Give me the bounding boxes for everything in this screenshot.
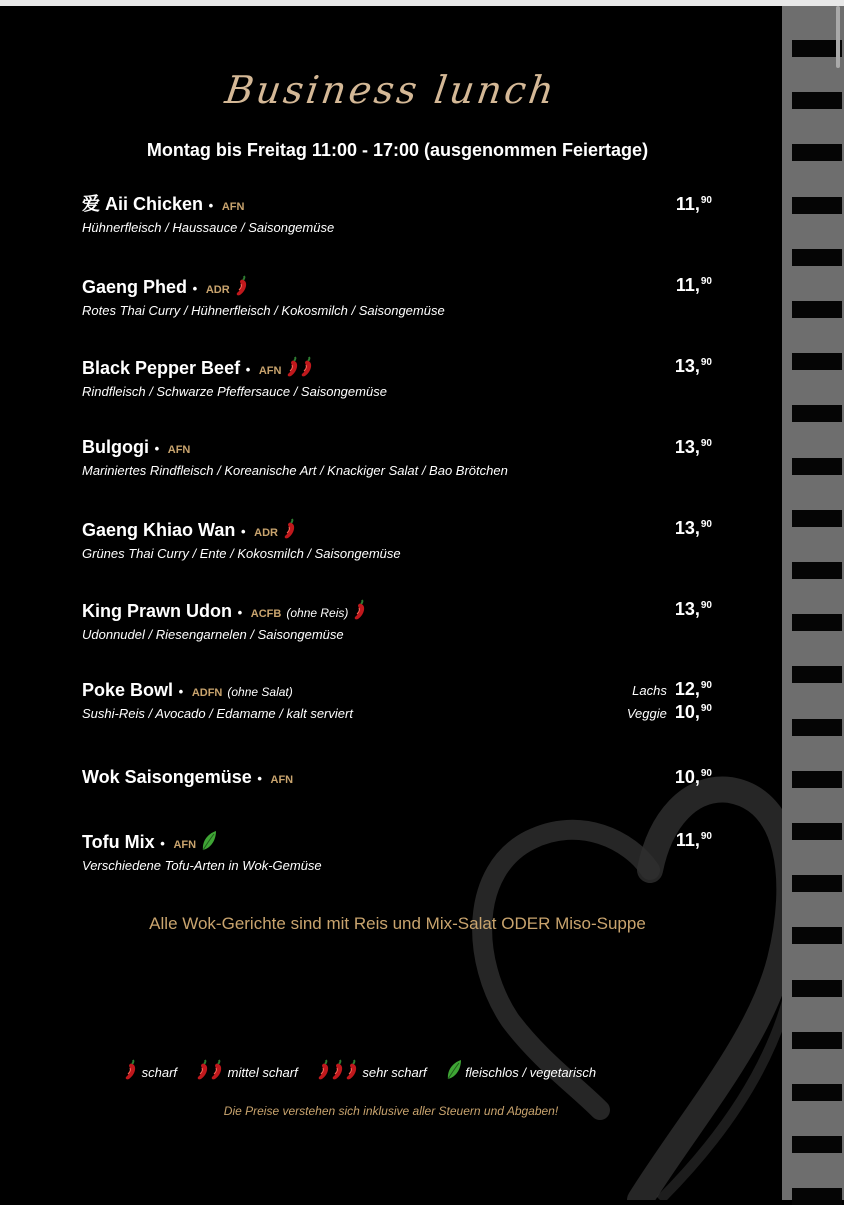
item-name: Black Pepper Beef <box>82 358 241 378</box>
item-name-row: Poke Bowl • ADFN (ohne Salat) <box>82 680 293 700</box>
item-description: Grünes Thai Curry / Ente / Kokosmilch / Saisongemüse <box>82 546 401 561</box>
item-note: (ohne Salat) <box>227 685 293 699</box>
item-price: 13,90 <box>674 599 712 619</box>
film-strip-hole <box>792 405 842 422</box>
price-variant <box>627 702 712 723</box>
variant-price: 10,90 <box>674 702 712 722</box>
menu-item <box>82 437 712 478</box>
allergen-code: ADFN <box>191 687 223 699</box>
menu-item <box>82 680 712 721</box>
film-strip-hole <box>792 875 842 892</box>
item-description: Hühnerfleisch / Haussauce / Saisongemüse <box>82 220 335 235</box>
item-name: Aii Chicken <box>105 194 204 214</box>
item-description: Verschiedene Tofu-Arten in Wok-Gemüse <box>82 858 322 873</box>
item-name: Wok Saisongemüse <box>82 767 252 787</box>
chili-icon <box>124 1059 138 1081</box>
menu-item <box>82 830 712 873</box>
film-strip-hole <box>792 1032 842 1049</box>
film-strip-hole <box>792 92 842 109</box>
item-description: Mariniertes Rindfleisch / Koreanische Art / Knackiger Salat / Bao Brötchen <box>82 463 508 478</box>
item-name-row: Black Pepper Beef • AFN <box>82 356 712 381</box>
leaf-icon <box>446 1059 462 1081</box>
item-description: Sushi-Reis / Avocado / Edamame / kalt serviert <box>82 706 353 721</box>
chili-icon <box>235 275 249 297</box>
variant-label: Lachs <box>632 683 667 698</box>
item-description: Rotes Thai Curry / Hühnerfleisch / Kokosmilch / Saisongemüse <box>82 303 445 318</box>
allergen-code: ADR <box>254 527 278 539</box>
item-price: 13,90 <box>674 437 712 457</box>
item-name: Poke Bowl <box>82 680 174 700</box>
legend-entry <box>196 1059 298 1081</box>
menu-hours: Montag bis Freitag 11:00 - 17:00 (ausgenommen Feiertage) <box>146 140 649 160</box>
item-name: Gaeng Khiao Wan <box>82 520 236 540</box>
film-strip-hole <box>792 614 842 631</box>
wok-note: Alle Wok-Gerichte sind mit Reis und Mix-Salat ODER Miso-Suppe <box>149 914 646 933</box>
price-variant <box>632 679 712 700</box>
allergen-code: ADR <box>205 284 230 296</box>
item-price: 13,90 <box>674 518 712 538</box>
item-price: 11,90 <box>675 275 712 295</box>
film-strip-hole <box>792 249 842 266</box>
film-strip-hole <box>792 197 842 214</box>
chili-icon <box>210 1059 224 1081</box>
variant-label: Veggie <box>626 706 667 721</box>
film-strip-hole <box>792 927 842 944</box>
chili-icon <box>317 1059 331 1081</box>
chili-icon <box>353 599 367 621</box>
film-strip-hole <box>792 510 842 527</box>
allergen-code: AFN <box>270 774 294 786</box>
item-name: King Prawn Udon <box>82 601 232 621</box>
price-footer: Die Preise verstehen sich inklusive aller Steuern und Abgaben! <box>223 1104 559 1118</box>
film-strip-hole <box>792 458 842 475</box>
item-note: (ohne Reis) <box>286 606 349 620</box>
allergen-code: AFN <box>173 839 197 851</box>
item-name: Tofu Mix <box>82 832 155 852</box>
menu-item <box>82 599 712 642</box>
item-prefix-glyph: 爱 <box>82 194 100 214</box>
film-strip-hole <box>792 562 842 579</box>
item-name-row: 爱 Aii Chicken • AFN <box>82 194 245 214</box>
menu-item <box>82 356 712 399</box>
film-strip-hole <box>792 40 842 57</box>
allergen-code: AFN <box>258 365 282 377</box>
film-strip-hole <box>792 823 842 840</box>
film-strip-hole <box>792 1188 842 1205</box>
chili-icon <box>283 518 297 540</box>
item-price: 11,90 <box>675 194 712 214</box>
allergen-code: ACFB <box>250 608 282 620</box>
legend-entry <box>446 1059 596 1081</box>
menu-item <box>82 767 712 790</box>
chili-icon <box>345 1059 359 1081</box>
item-name: Gaeng Phed <box>82 277 188 297</box>
item-name-row: Tofu Mix • AFN <box>82 830 712 855</box>
film-strip-hole <box>792 144 842 161</box>
item-name: Bulgogi <box>82 437 149 457</box>
film-strip-hole <box>792 353 842 370</box>
film-strip-hole <box>792 301 842 318</box>
item-description: Rindfleisch / Schwarze Pfeffersauce / Saisongemüse <box>82 384 387 399</box>
item-price: 10,90 <box>674 767 712 787</box>
chili-icon <box>286 356 300 378</box>
legend-label: scharf <box>141 1065 178 1080</box>
menu-item <box>82 275 712 318</box>
item-name-row: Gaeng Khiao Wan • ADR <box>82 518 712 543</box>
item-price: 13,90 <box>674 356 712 376</box>
film-strip-border <box>782 6 844 1200</box>
item-name-row: Wok Saisongemüse • AFN <box>82 767 294 787</box>
film-strip-hole <box>792 1084 842 1101</box>
film-strip-hole <box>792 1136 842 1153</box>
legend-label: sehr scharf <box>362 1065 427 1080</box>
menu-item <box>82 518 712 561</box>
allergen-code: AFN <box>167 444 191 456</box>
legend-label: mittel scharf <box>227 1065 298 1080</box>
item-name-row: King Prawn Udon • ACFB (ohne Reis) <box>82 599 712 624</box>
allergen-code: AFN <box>221 201 245 213</box>
variant-price: 12,90 <box>674 679 712 699</box>
chili-icon <box>300 356 314 378</box>
scrollbar-thumb[interactable] <box>836 6 840 68</box>
item-name-row: Gaeng Phed • ADR <box>82 275 712 300</box>
leaf-icon <box>201 830 217 852</box>
legend-label: fleischlos / vegetarisch <box>465 1065 597 1080</box>
menu-title: Business lunch <box>222 68 560 112</box>
item-price: 11,90 <box>675 830 712 850</box>
menu-item <box>82 194 712 235</box>
chili-icon <box>331 1059 345 1081</box>
legend-entry <box>124 1059 177 1081</box>
film-strip-hole <box>792 980 842 997</box>
legend-entry <box>317 1059 427 1081</box>
film-strip-hole <box>792 771 842 788</box>
spice-legend <box>124 1059 596 1081</box>
item-name-row: Bulgogi • AFN <box>82 437 191 457</box>
chili-icon <box>196 1059 210 1081</box>
item-description: Udonnudel / Riesengarnelen / Saisongemüse <box>82 627 344 642</box>
film-strip-hole <box>792 666 842 683</box>
film-strip-hole <box>792 719 842 736</box>
